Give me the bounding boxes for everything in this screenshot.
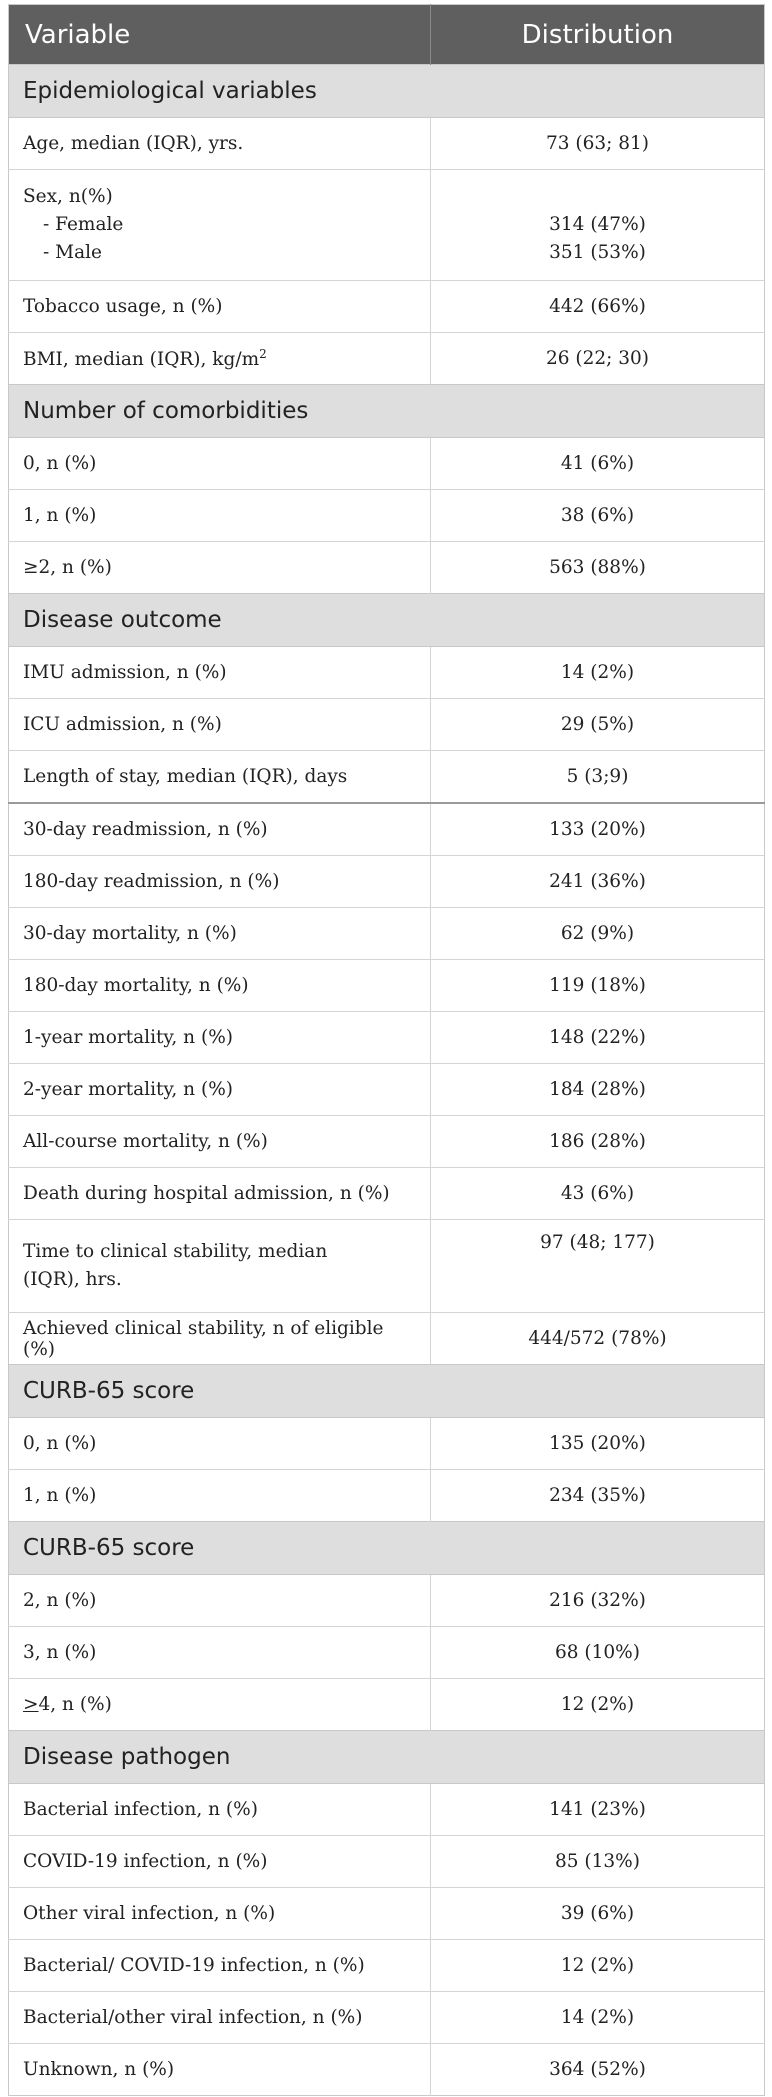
table-row bbox=[9, 118, 765, 170]
row-value: 216 (32%) bbox=[431, 1575, 765, 1627]
sex-female-label: - Female bbox=[43, 214, 124, 235]
row-value-sex bbox=[431, 170, 765, 281]
table-row bbox=[9, 2044, 765, 2096]
row-value: 364 (52%) bbox=[431, 2044, 765, 2096]
table-row bbox=[9, 699, 765, 751]
row-label: Age, median (IQR), yrs. bbox=[9, 118, 431, 170]
section-comorbidities bbox=[9, 385, 765, 438]
table-row bbox=[9, 1064, 765, 1116]
row-label: ICU admission, n (%) bbox=[9, 699, 431, 751]
row-label: 180-day readmission, n (%) bbox=[9, 856, 431, 908]
row-value: 186 (28%) bbox=[431, 1116, 765, 1168]
table-row bbox=[9, 1836, 765, 1888]
row-label: ≥2, n (%) bbox=[9, 542, 431, 594]
table-row bbox=[9, 1575, 765, 1627]
row-label: 0, n (%) bbox=[9, 438, 431, 490]
bmi-superscript: 2 bbox=[259, 346, 267, 361]
section-epidemiological bbox=[9, 65, 765, 118]
row-value: 12 (2%) bbox=[431, 1679, 765, 1731]
table-row bbox=[9, 1313, 765, 1365]
table-row bbox=[9, 1940, 765, 1992]
table-row bbox=[9, 908, 765, 960]
section-disease-pathogen bbox=[9, 1731, 765, 1784]
row-value: 38 (6%) bbox=[431, 490, 765, 542]
row-label: 2-year mortality, n (%) bbox=[9, 1064, 431, 1116]
row-value: 148 (22%) bbox=[431, 1012, 765, 1064]
sex-label: Sex, n(%) bbox=[23, 186, 113, 207]
stability-time-label-line1: Time to clinical stability, median bbox=[23, 1241, 328, 1262]
row-label: Unknown, n (%) bbox=[9, 2044, 431, 2096]
row-label: Achieved clinical stability, n of eligible (%) bbox=[9, 1313, 431, 1365]
row-value: 442 (66%) bbox=[431, 281, 765, 333]
row-value: 43 (6%) bbox=[431, 1168, 765, 1220]
row-value: 184 (28%) bbox=[431, 1064, 765, 1116]
section-curb65-b bbox=[9, 1522, 765, 1575]
row-value: 41 (6%) bbox=[431, 438, 765, 490]
row-label: 1-year mortality, n (%) bbox=[9, 1012, 431, 1064]
table-row bbox=[9, 856, 765, 908]
header-variable: Variable bbox=[9, 5, 431, 65]
row-label: 180-day mortality, n (%) bbox=[9, 960, 431, 1012]
table-row bbox=[9, 542, 765, 594]
table-row bbox=[9, 1888, 765, 1940]
section-title: Epidemiological variables bbox=[9, 65, 765, 118]
row-value: 12 (2%) bbox=[431, 1940, 765, 1992]
table-row-sex bbox=[9, 170, 765, 281]
section-title: Disease pathogen bbox=[9, 1731, 765, 1784]
table-row bbox=[9, 1627, 765, 1679]
sex-female-value: 314 (47%) bbox=[549, 214, 646, 235]
row-label: IMU admission, n (%) bbox=[9, 647, 431, 699]
row-value: 133 (20%) bbox=[431, 803, 765, 856]
table-row-stability-time bbox=[9, 1220, 765, 1313]
patient-characteristics-table-wrapper bbox=[8, 4, 764, 2096]
section-title: Number of comorbidities bbox=[9, 385, 765, 438]
row-value: 5 (3;9) bbox=[431, 751, 765, 804]
table-row bbox=[9, 281, 765, 333]
table-row bbox=[9, 1012, 765, 1064]
header-distribution: Distribution bbox=[431, 5, 765, 65]
row-label: Tobacco usage, n (%) bbox=[9, 281, 431, 333]
row-value: 85 (13%) bbox=[431, 1836, 765, 1888]
row-value: 68 (10%) bbox=[431, 1627, 765, 1679]
row-label: Death during hospital admission, n (%) bbox=[9, 1168, 431, 1220]
row-label-sex bbox=[9, 170, 431, 281]
sex-male-value: 351 (53%) bbox=[549, 242, 646, 263]
table-row bbox=[9, 1992, 765, 2044]
row-label: 30-day mortality, n (%) bbox=[9, 908, 431, 960]
row-value: 14 (2%) bbox=[431, 1992, 765, 2044]
row-value: 234 (35%) bbox=[431, 1470, 765, 1522]
table-row bbox=[9, 333, 765, 385]
row-label: Bacterial infection, n (%) bbox=[9, 1784, 431, 1836]
section-curb65-a bbox=[9, 1365, 765, 1418]
row-label: 2, n (%) bbox=[9, 1575, 431, 1627]
table-row bbox=[9, 1784, 765, 1836]
row-label: Other viral infection, n (%) bbox=[9, 1888, 431, 1940]
row-value: 563 (88%) bbox=[431, 542, 765, 594]
row-value: 141 (23%) bbox=[431, 1784, 765, 1836]
row-value: 14 (2%) bbox=[431, 647, 765, 699]
section-title: CURB-65 score bbox=[9, 1365, 765, 1418]
table-header-row bbox=[9, 5, 765, 65]
table-row bbox=[9, 960, 765, 1012]
row-label: 30-day readmission, n (%) bbox=[9, 803, 431, 856]
row-label-stability-time bbox=[9, 1220, 431, 1313]
row-value: 39 (6%) bbox=[431, 1888, 765, 1940]
sex-male-label: - Male bbox=[43, 242, 102, 263]
ge4-symbol: > bbox=[23, 1694, 39, 1715]
section-title: CURB-65 score bbox=[9, 1522, 765, 1575]
table-row bbox=[9, 1168, 765, 1220]
row-label-ge4 bbox=[9, 1679, 431, 1731]
table-row bbox=[9, 647, 765, 699]
table-row bbox=[9, 1116, 765, 1168]
row-value: 29 (5%) bbox=[431, 699, 765, 751]
row-value: 97 (48; 177) bbox=[431, 1220, 765, 1313]
row-label: Bacterial/other viral infection, n (%) bbox=[9, 1992, 431, 2044]
row-label: COVID-19 infection, n (%) bbox=[9, 1836, 431, 1888]
row-label: Bacterial/ COVID-19 infection, n (%) bbox=[9, 1940, 431, 1992]
table-row bbox=[9, 803, 765, 856]
row-value: 241 (36%) bbox=[431, 856, 765, 908]
table-row bbox=[9, 751, 765, 804]
row-value: 26 (22; 30) bbox=[431, 333, 765, 385]
row-value: 62 (9%) bbox=[431, 908, 765, 960]
row-label: 3, n (%) bbox=[9, 1627, 431, 1679]
row-label: 1, n (%) bbox=[9, 1470, 431, 1522]
row-value: 119 (18%) bbox=[431, 960, 765, 1012]
section-disease-outcome bbox=[9, 594, 765, 647]
table-row bbox=[9, 1470, 765, 1522]
table-row bbox=[9, 438, 765, 490]
row-value: 444/572 (78%) bbox=[431, 1313, 765, 1365]
bmi-label: BMI, median (IQR), kg/m bbox=[23, 349, 260, 371]
stability-time-label-line2: (IQR), hrs. bbox=[23, 1269, 122, 1290]
table-row bbox=[9, 1418, 765, 1470]
row-label-bmi bbox=[9, 333, 431, 385]
row-value: 73 (63; 81) bbox=[431, 118, 765, 170]
row-value: 135 (20%) bbox=[431, 1418, 765, 1470]
ge4-label: 4, n (%) bbox=[38, 1694, 112, 1715]
patient-characteristics-table bbox=[8, 4, 765, 2096]
row-label: All-course mortality, n (%) bbox=[9, 1116, 431, 1168]
row-label: Length of stay, median (IQR), days bbox=[9, 751, 431, 804]
row-label: 0, n (%) bbox=[9, 1418, 431, 1470]
row-label: 1, n (%) bbox=[9, 490, 431, 542]
table-row bbox=[9, 1679, 765, 1731]
table-row bbox=[9, 490, 765, 542]
section-title: Disease outcome bbox=[9, 594, 765, 647]
